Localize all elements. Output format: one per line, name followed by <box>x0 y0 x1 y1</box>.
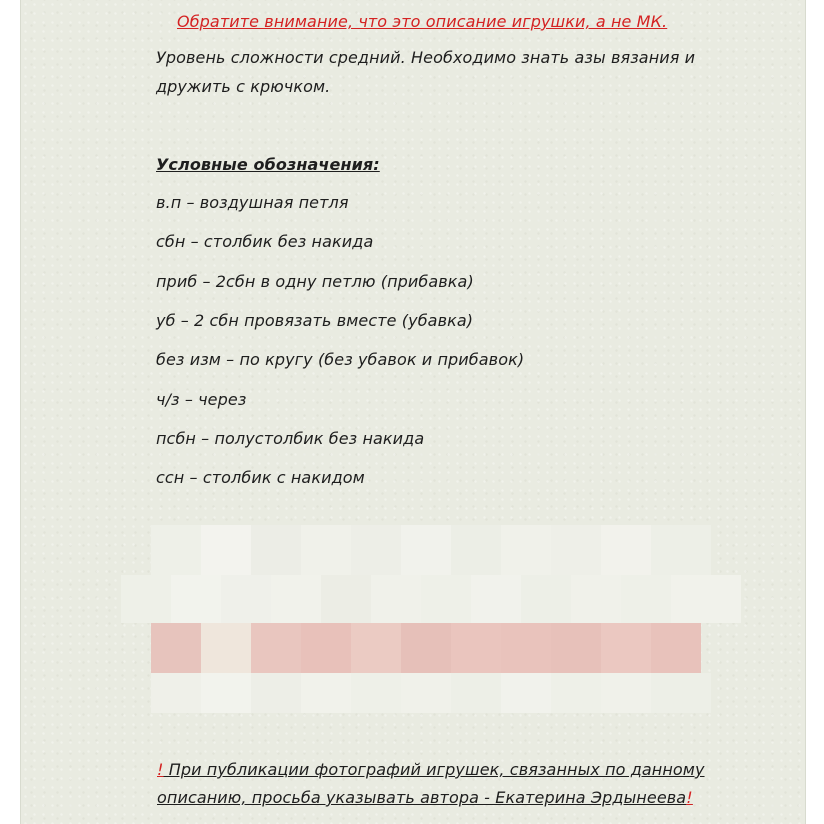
legend-item: в.п – воздушная петля <box>156 193 349 212</box>
footer-text-1: При публикации фотографий игрушек, связанных по данному <box>163 760 705 779</box>
difficulty-line-1: Уровень сложности средний. Необходимо знать азы вязания и <box>156 48 696 67</box>
legend-item: ч/з – через <box>156 390 247 409</box>
legend-item: приб – 2сбн в одну петлю (прибавка) <box>156 272 474 291</box>
footer-notice-line-2 <box>157 788 693 807</box>
notice-top: Обратите внимание, что это описание игрушки, а не МК. <box>177 12 668 31</box>
footer-notice-line-1 <box>157 760 705 779</box>
legend-title: Условные обозначения: <box>156 155 380 174</box>
legend-item: сбн – столбик без накида <box>156 232 374 251</box>
exclamation-mark: ! <box>686 788 693 807</box>
footer-text-2: описанию, просьба указывать автора - Екатерина Эрдынеева <box>157 788 687 807</box>
legend-item: ссн – столбик с накидом <box>156 468 365 487</box>
exclamation-mark: ! <box>157 760 164 779</box>
legend-item: псбн – полустолбик без накида <box>156 429 425 448</box>
difficulty-line-2: дружить с крючком. <box>156 77 331 96</box>
legend-item: уб – 2 сбн провязать вместе (убавка) <box>156 311 474 330</box>
legend-item: без изм – по кругу (без убавок и прибавок) <box>156 350 525 369</box>
document-page <box>20 0 806 824</box>
